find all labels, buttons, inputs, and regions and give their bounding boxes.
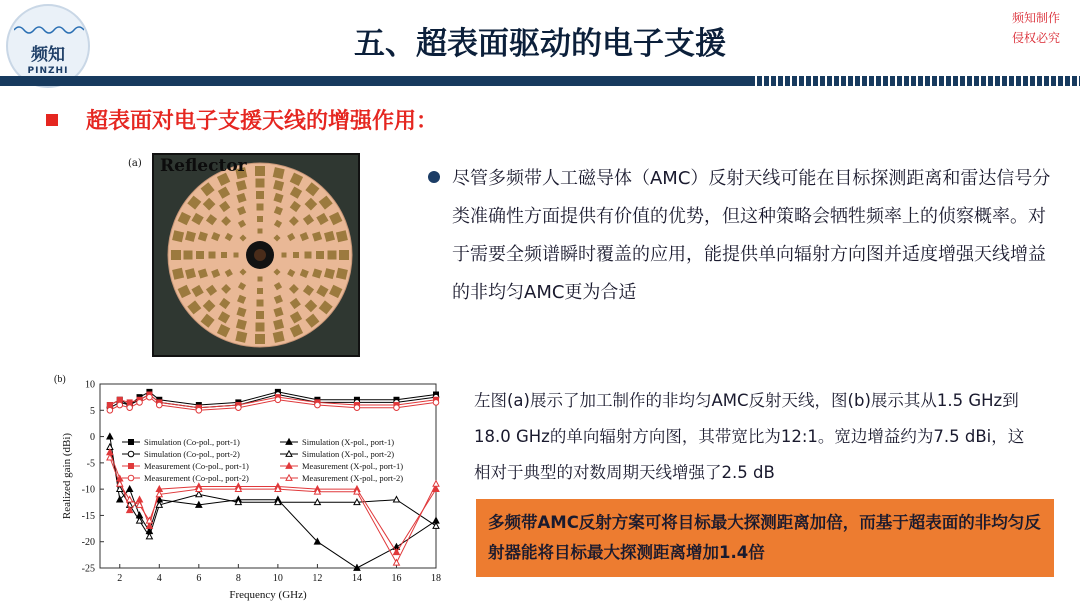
reflector-patch: [293, 252, 299, 258]
reflector-patch: [234, 253, 239, 258]
x-tick-label: 8: [235, 573, 241, 584]
brand-line-1: 频知制作: [1011, 11, 1060, 25]
reflector-patch: [209, 252, 216, 259]
data-point: [147, 394, 153, 400]
data-point: [275, 397, 281, 403]
reflector-photo: [152, 153, 360, 357]
header-divider-stripe: [750, 76, 1080, 86]
section-heading: 超表面对电子支援天线的增强作用：: [86, 109, 439, 134]
reflector-patch: [255, 166, 265, 176]
y-axis-label: Realized gain (dBi): [61, 432, 73, 520]
reflector-patch: [305, 252, 312, 259]
reflector-patch: [256, 191, 264, 199]
data-point: [236, 405, 242, 411]
brand-watermark: [1006, 8, 1066, 48]
data-point: [117, 402, 123, 408]
data-point: [128, 475, 134, 481]
chart-legend: [122, 437, 403, 483]
x-axis-label: Frequency (GHz): [229, 589, 307, 601]
data-point: [433, 481, 439, 487]
x-tick-label: 16: [391, 573, 402, 584]
reflector-patch: [258, 277, 263, 282]
reflector-patch: [256, 323, 265, 332]
x-tick-label: 10: [272, 573, 283, 584]
legend-label: Measurement (X-pol., port-1): [302, 461, 404, 471]
data-point: [394, 405, 400, 411]
chart-panel-tag: (b): [54, 374, 66, 385]
gain-chart-svg: [46, 368, 456, 608]
red-square-bullet-icon: [46, 114, 58, 126]
reflector-patch: [256, 311, 264, 319]
x-tick-label: 4: [156, 573, 162, 584]
y-tick-label: -25: [81, 563, 95, 575]
page-title: 五、超表面驱动的电子支援: [354, 26, 726, 62]
legend-label: Measurement (Co-pol., port-1): [144, 461, 249, 471]
paragraph-figure-description: 左图(a)展示了加工制作的非均匀AMC反射天线，图(b)展示其从1.5 GHz到18.0 GHz的单向辐射方向图，其带宽比为12:1。宽边增益约为7.5 dBi，这相对于典型的对数周期天线增强了2.5 dB: [474, 391, 1025, 482]
reflector-patch: [196, 251, 204, 259]
series-group-8: [107, 454, 439, 565]
reflector-patch: [221, 252, 227, 258]
y-tick-label: 5: [90, 405, 95, 417]
data-point: [117, 397, 122, 402]
figure-a-tag: (a): [128, 158, 142, 169]
paragraph-amc-advantage: 尽管多频带人工磁导体（AMC）反射天线可能在目标探测距离和雷达信号分类准确性方面提供有价值的优势，但这种策略会牺牲频率上的侦察概率。对于需要全频谱瞬时覆盖的应用，能提供单向辐射方向图并适度增强天线增益的非均匀AMC更为合适: [452, 168, 1051, 303]
data-point: [107, 407, 113, 413]
y-tick-label: 10: [85, 379, 95, 391]
legend-label: Measurement (Co-pol., port-2): [144, 473, 249, 483]
reflector-patch: [328, 251, 337, 260]
data-point: [393, 496, 399, 502]
wave-icon: [14, 24, 84, 36]
data-point: [127, 400, 132, 405]
reflector-image: [154, 155, 360, 357]
data-point: [354, 405, 360, 411]
reflector-patch: [282, 253, 287, 258]
reflector-patch: [257, 204, 264, 211]
data-point: [129, 440, 134, 445]
reflector-patch: [257, 300, 264, 307]
y-tick-label: -10: [81, 484, 95, 496]
gain-chart: [46, 368, 456, 608]
data-point: [127, 405, 133, 411]
data-point: [315, 402, 321, 408]
data-point: [433, 400, 439, 406]
reflector-patch: [339, 250, 349, 260]
reflector-patch: [171, 250, 181, 260]
legend-label: Simulation (Co-pol., port-2): [144, 449, 240, 459]
data-point: [129, 464, 134, 469]
reflector-patch: [256, 179, 265, 188]
callout-box: 多频带AMC反射方案可将目标最大探测距离加倍，而基于超表面的非均匀反射器能将目标最大探测距离增加1.4倍: [476, 499, 1054, 577]
y-tick-label: 0: [90, 432, 95, 444]
legend-label: Measurement (X-pol., port-2): [302, 473, 404, 483]
y-tick-label: -15: [81, 510, 95, 522]
legend-label: Simulation (X-pol., port-2): [302, 449, 395, 459]
bullet-dot-icon: [428, 171, 440, 183]
data-point: [107, 433, 113, 439]
y-tick-label: -20: [81, 537, 95, 549]
data-point: [137, 400, 143, 406]
data-point: [156, 402, 162, 408]
reflector-patch: [258, 229, 263, 234]
logo-cn-text: 频知: [31, 45, 65, 65]
reflector-patch: [316, 251, 324, 259]
legend-label: Simulation (X-pol., port-1): [302, 437, 395, 447]
x-tick-label: 2: [117, 573, 123, 584]
legend-label: Simulation (Co-pol., port-1): [144, 437, 240, 447]
y-tick-label: -5: [86, 458, 95, 470]
data-point: [107, 403, 112, 408]
reflector-patch: [255, 334, 265, 344]
x-tick-label: 18: [431, 573, 441, 584]
logo-en-text: PINZHI: [27, 66, 69, 76]
data-point: [128, 451, 134, 457]
x-tick-label: 6: [196, 573, 202, 584]
x-tick-label: 14: [351, 573, 362, 584]
brand-line-2: 侵权必究: [1011, 31, 1060, 45]
reflector-patch: [257, 288, 263, 294]
data-point: [196, 407, 202, 413]
data-point: [393, 560, 399, 566]
reflector-patch: [184, 251, 193, 260]
reflector-feed: [254, 249, 266, 261]
data-point: [127, 486, 133, 492]
figure-a-label: Reflector: [160, 156, 247, 176]
x-tick-label: 12: [312, 573, 323, 584]
reflector-patch: [257, 216, 263, 222]
